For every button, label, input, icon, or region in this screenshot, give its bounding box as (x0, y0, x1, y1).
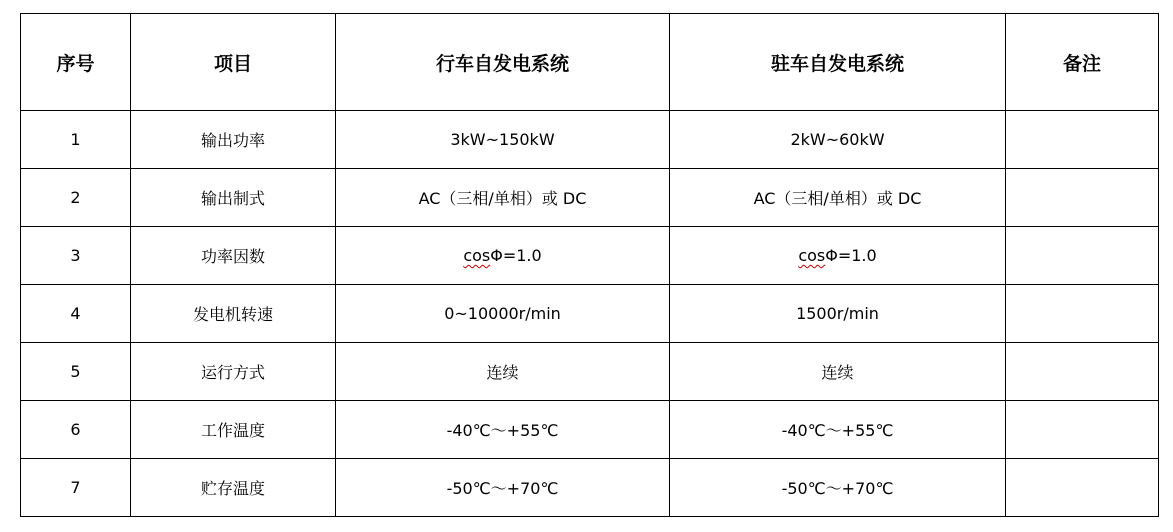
row-note (1006, 343, 1159, 401)
table-row (21, 401, 1159, 459)
header-item: 项目 (131, 14, 336, 111)
row-parking (670, 227, 1006, 285)
row-note (1006, 227, 1159, 285)
row-note (1006, 111, 1159, 169)
table-row (21, 285, 1159, 343)
table-row (21, 169, 1159, 227)
row-no: 5 (21, 343, 131, 401)
row-no: 4 (21, 285, 131, 343)
row-item: 输出制式 (131, 169, 336, 227)
row-item: 贮存温度 (131, 459, 336, 517)
row-parking: 1500r/min (670, 285, 1006, 343)
row-parking: -50℃～+70℃ (670, 459, 1006, 517)
header-parking-system: 驻车自发电系统 (670, 14, 1006, 111)
table-row (21, 459, 1159, 517)
row-item: 工作温度 (131, 401, 336, 459)
header-row (21, 14, 1159, 111)
row-note (1006, 169, 1159, 227)
row-no: 1 (21, 111, 131, 169)
row-note (1006, 285, 1159, 343)
spellcheck-underlined-text: cos (798, 246, 826, 265)
row-driving: 连续 (336, 343, 670, 401)
row-driving: 3kW~150kW (336, 111, 670, 169)
row-item: 输出功率 (131, 111, 336, 169)
row-note (1006, 459, 1159, 517)
header-no: 序号 (21, 14, 131, 111)
header-driving-system: 行车自发电系统 (336, 14, 670, 111)
header-note: 备注 (1006, 14, 1159, 111)
row-item: 运行方式 (131, 343, 336, 401)
row-driving: -40℃～+55℃ (336, 401, 670, 459)
row-no: 7 (21, 459, 131, 517)
row-item: 发电机转速 (131, 285, 336, 343)
row-driving-value: Φ=1.0 (490, 246, 542, 265)
row-note (1006, 401, 1159, 459)
table-row (21, 343, 1159, 401)
table-row (21, 111, 1159, 169)
spec-table (20, 13, 1159, 517)
row-no: 3 (21, 227, 131, 285)
row-parking: -40℃～+55℃ (670, 401, 1006, 459)
row-driving (336, 227, 670, 285)
row-no: 2 (21, 169, 131, 227)
row-parking: AC（三相/单相）或 DC (670, 169, 1006, 227)
row-no: 6 (21, 401, 131, 459)
row-item: 功率因数 (131, 227, 336, 285)
row-driving: -50℃～+70℃ (336, 459, 670, 517)
row-parking: 2kW~60kW (670, 111, 1006, 169)
spellcheck-underlined-text: cos (463, 246, 491, 265)
table-row (21, 227, 1159, 285)
row-parking: 连续 (670, 343, 1006, 401)
row-driving: AC（三相/单相）或 DC (336, 169, 670, 227)
row-parking-value: Φ=1.0 (825, 246, 877, 265)
row-driving: 0~10000r/min (336, 285, 670, 343)
